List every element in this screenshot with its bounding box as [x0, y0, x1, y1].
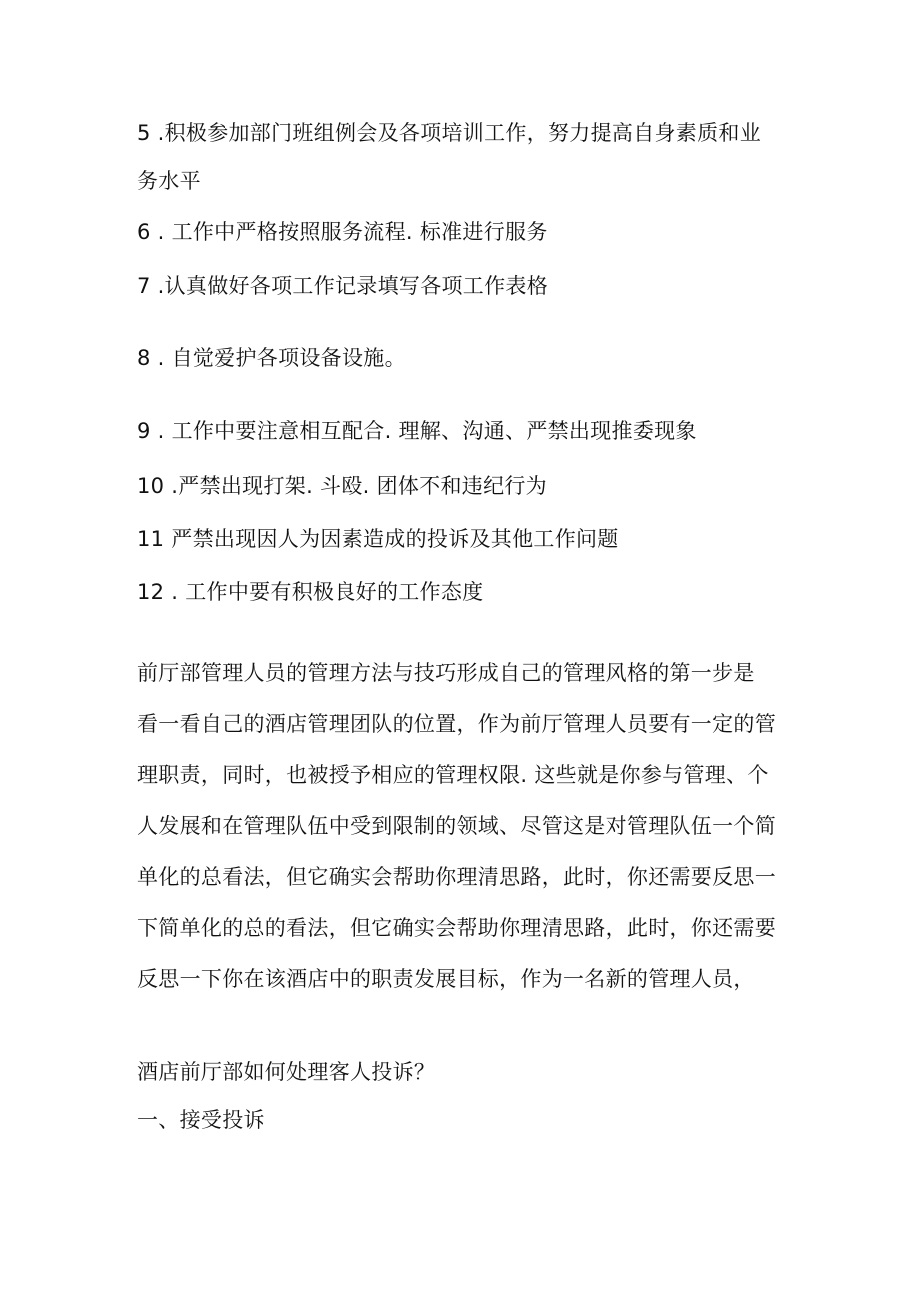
paragraph-line: 下简单化的总的看法，但它确实会帮助你理清思路，此时，你还需要 [137, 916, 776, 940]
list-item-5-line-2: 务水平 [137, 169, 201, 193]
paragraph-line: 看一看自己的酒店管理团队的位置，作为前厅管理人员要有一定的管 [137, 712, 776, 736]
paragraph-line: 反思一下你在该酒店中的职责发展目标，作为一名新的管理人员， [137, 967, 755, 991]
list-item-12: 12 . 工作中要有积极良好的工作态度 [137, 580, 484, 604]
list-item-9: 9 . 工作中要注意相互配合. 理解、沟通、严禁出现推委现象 [137, 419, 697, 443]
list-item-6: 6 . 工作中严格按照服务流程. 标准进行服务 [137, 220, 548, 244]
paragraph-line: 单化的总看法，但它确实会帮助你理清思路，此时，你还需要反思一 [137, 865, 776, 889]
list-item-11: 11 严禁出现因人为因素造成的投诉及其他工作问题 [137, 527, 619, 551]
paragraph-line: 理职责，同时，也被授予相应的管理权限. 这些就是你参与管理、个 [137, 763, 769, 787]
list-item-10: 10 .严禁出现打架. 斗殴. 团体不和违纪行为 [137, 474, 547, 498]
management-paragraph [137, 648, 787, 1005]
complaint-heading: 一、接受投诉 [137, 1108, 265, 1132]
paragraph-line: 前厅部管理人员的管理方法与技巧形成自己的管理风格的第一步是 [137, 661, 755, 685]
list-item-5-line-1: 5 .积极参加部门班组例会及各项培训工作，努力提高自身素质和业 [137, 121, 762, 145]
list-item-7: 7 .认真做好各项工作记录填写各项工作表格 [137, 274, 549, 298]
complaint-question: 酒店前厅部如何处理客人投诉？ [137, 1060, 436, 1084]
list-item-8: 8 . 自觉爱护各项设备设施。 [137, 346, 406, 370]
paragraph-line: 人发展和在管理队伍中受到限制的领域、尽管这是对管理队伍一个简 [137, 814, 776, 838]
